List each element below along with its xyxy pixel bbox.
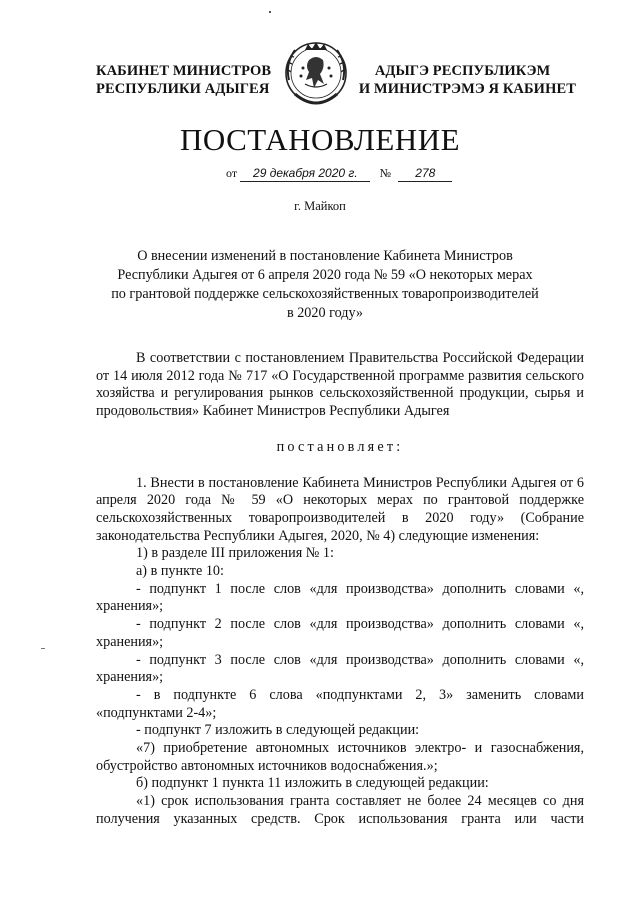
subject-line: в 2020 году» [286, 305, 364, 321]
item-paragraph: а) в пункте 10: [136, 563, 224, 580]
item-paragraph: 1) в разделе III приложения № 1: [136, 545, 334, 562]
header-right-line1: АДЫГЭ РЕСПУБЛИКЭМ [374, 63, 551, 79]
subject-line: по грантовой поддержке сельскохозяйственных товаропроизводителей [111, 286, 539, 302]
preamble-paragraph: В соответствии с постановлением Правительства Российской Федерации от 14 июля 2012 года № 717 «О Государственной программе развития сельского хозяйства и регулирования рынков сельскохозяйственной продукции, сырья и продовольствия» Кабинет Министров Республики Адыгея [96, 350, 584, 420]
header-left [96, 62, 271, 98]
subject-line: О внесении изменений в постановление Кабинета Министров [137, 248, 513, 264]
header-right-line2: И МИНИСТРЭМЭ Я КАБИНЕТ [358, 81, 576, 97]
item-paragraph: 1. Внести в постановление Кабинета Министров Республики Адыгея от 6 апреля 2020 года № 59 «О некоторых мерах по грантовой поддержке сельскохозяйственных товаропроизводителей в 2020 году» (Собрание законодательства Республики Адыгея, 2020, № 4) следующие изменения: [96, 474, 584, 544]
item-paragraph: - подпункт 7 изложить в следующей редакции: [136, 722, 420, 739]
item-paragraph: - подпункт 2 после слов «для производства» дополнить словами «, хранения»; [96, 616, 584, 650]
item-paragraph: «7) приобретение автономных источников электро- и газоснабжения, обустройство автономных источников водоснабжения.»; [96, 740, 584, 774]
item-paragraph: - в подпункте 6 слова «подпунктами 2, 3» заменить словами «подпунктами 2-4»; [96, 686, 584, 721]
document-body [96, 350, 584, 829]
coat-of-arms-icon [281, 28, 351, 116]
header-left-line1: КАБИНЕТ МИНИСТРОВ [96, 63, 272, 79]
document-number: 278 [398, 166, 452, 182]
scan-speck [269, 11, 271, 13]
dateline [226, 165, 452, 182]
item-paragraph: - подпункт 1 после слов «для производства» дополнить словами «, хранения»; [96, 580, 584, 615]
number-label: № [379, 166, 392, 180]
subject-line: Республики Адыгея от 6 апреля 2020 года № 59 «О некоторых мерах [117, 267, 533, 283]
document-date: 29 декабря 2020 г. [240, 166, 370, 182]
item-paragraph: б) подпункт 1 пункта 11 изложить в следующей редакции: [136, 775, 489, 792]
item-paragraph: - подпункт 3 после слов «для производства» дополнить словами «, хранения»; [96, 651, 584, 686]
scan-speck [41, 648, 45, 649]
item-paragraph: «1) срок использования гранта составляет не более 24 месяцев со дня получения указанных средств. Срок использования гранта или части [96, 793, 584, 827]
date-from-label: от [226, 166, 238, 180]
header-right [359, 62, 576, 98]
city: г. Майкоп [294, 199, 346, 213]
header-left-line2: РЕСПУБЛИКИ АДЫГЕЯ [96, 81, 270, 97]
resolves-word: постановляет: [276, 438, 404, 455]
document-subject [90, 247, 560, 323]
document-title: ПОСТАНОВЛЕНИЕ [179, 122, 461, 157]
